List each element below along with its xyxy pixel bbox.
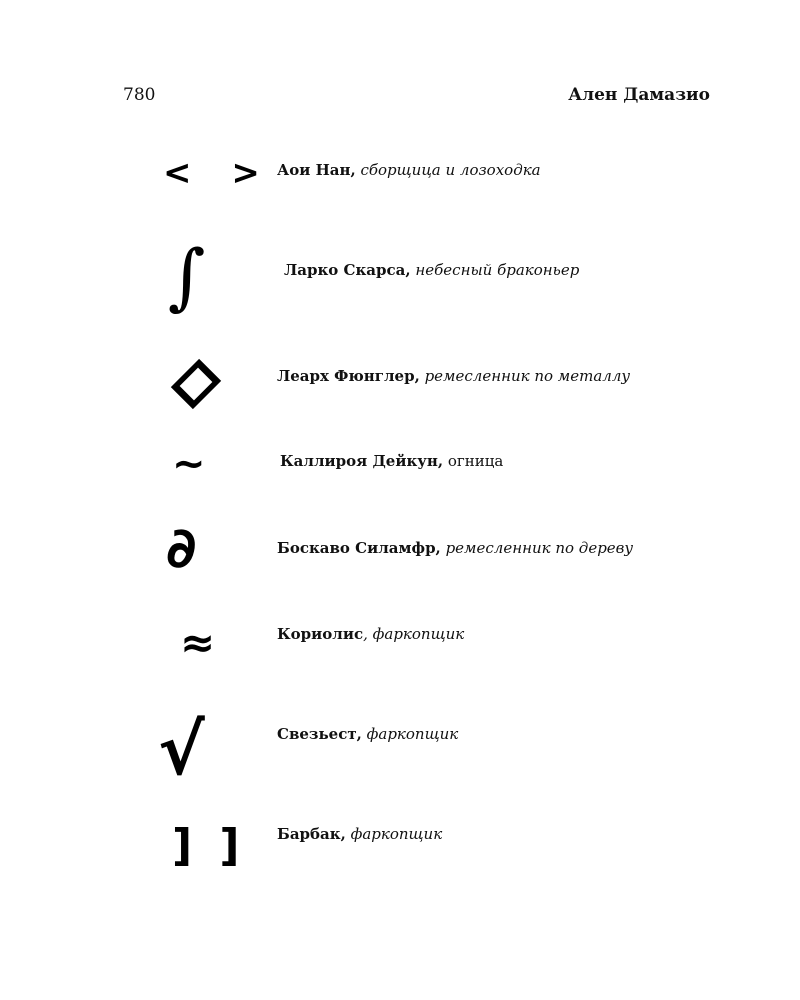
character-name: Кориолис bbox=[277, 625, 364, 643]
character-role: ремесленник по дереву bbox=[445, 539, 634, 557]
character-role: , фаркопщик bbox=[363, 625, 465, 643]
character-role: огница bbox=[447, 452, 504, 470]
page-number: 780 bbox=[123, 85, 156, 105]
character-line bbox=[280, 452, 503, 470]
character-name: Леарх Фюнглер, bbox=[277, 367, 420, 385]
character-line bbox=[277, 625, 464, 643]
angle-brackets-icon: < > bbox=[163, 153, 274, 193]
character-name: Каллироя Дейкун, bbox=[280, 452, 444, 470]
double-bracket-icon: ] ] bbox=[172, 820, 246, 871]
integral-icon: ∫ bbox=[168, 234, 206, 318]
approx-equal-icon: ≈ bbox=[180, 618, 216, 667]
character-role: фаркопщик bbox=[350, 825, 443, 843]
character-role: ремесленник по металлу bbox=[424, 367, 631, 385]
character-role: сборщица и лозоходка bbox=[360, 161, 541, 179]
character-line bbox=[277, 539, 633, 557]
tilde-icon: ~ bbox=[172, 441, 206, 487]
character-line bbox=[277, 161, 541, 179]
diamond-icon bbox=[171, 359, 221, 409]
character-name: Барбак, bbox=[277, 825, 346, 843]
character-name: Боскаво Силамфр, bbox=[277, 539, 441, 557]
character-name: Ларко Скарса, bbox=[284, 261, 411, 279]
character-name: Аои Нан, bbox=[277, 161, 356, 179]
character-line bbox=[277, 367, 630, 385]
character-name: Свезьест, bbox=[277, 725, 362, 743]
character-role: небесный браконьер bbox=[415, 261, 580, 279]
partial-derivative-icon: ∂ bbox=[166, 516, 197, 581]
square-root-icon: √ bbox=[158, 709, 205, 791]
character-line bbox=[284, 261, 579, 279]
character-role: фаркопщик bbox=[366, 725, 459, 743]
running-head-author: Ален Дамазио bbox=[568, 85, 710, 105]
character-line bbox=[277, 825, 442, 843]
character-line bbox=[277, 725, 458, 743]
